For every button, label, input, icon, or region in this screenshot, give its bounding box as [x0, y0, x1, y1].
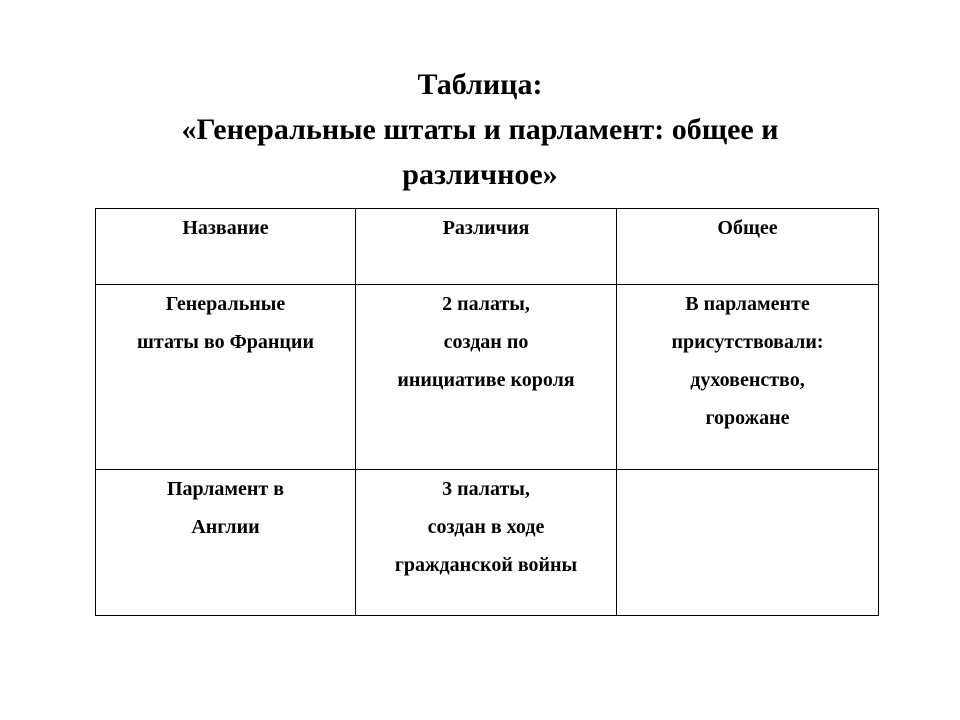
table-header-row	[96, 209, 879, 285]
cell-differences	[356, 470, 617, 616]
cell-text: Англии	[191, 516, 260, 538]
header-name: Название	[96, 209, 356, 285]
cell-text: штаты во Франции	[137, 331, 314, 353]
cell-text: Парламент в	[166, 478, 285, 500]
title-line-1: Таблица:	[417, 68, 543, 101]
header-common: Общее	[617, 209, 879, 285]
cell-text: Генеральные	[165, 293, 286, 315]
cell-text: В парламенте	[685, 293, 810, 315]
title-line-2: «Генеральные штаты и парламент: общее и	[181, 113, 779, 146]
comparison-table	[95, 208, 879, 616]
cell-text: горожане	[705, 407, 790, 429]
cell-text: 3 палаты,	[442, 478, 530, 500]
cell-text: инициативе короля	[397, 369, 575, 391]
cell-common-empty	[617, 470, 879, 616]
cell-text: гражданской войны	[394, 554, 578, 576]
cell-common	[617, 285, 879, 470]
cell-name	[96, 470, 356, 616]
cell-text: 2 палаты,	[442, 293, 530, 315]
cell-name	[96, 285, 356, 470]
table-row	[96, 285, 879, 470]
table-row	[96, 470, 879, 616]
cell-text: духовенство,	[690, 369, 805, 391]
cell-text: создан в ходе	[427, 516, 545, 538]
title-line-3: различное»	[402, 158, 558, 191]
cell-text: создан по	[443, 331, 529, 353]
page-title	[0, 62, 960, 197]
cell-text: присутствовали:	[671, 331, 824, 353]
cell-differences	[356, 285, 617, 470]
header-differences: Различия	[356, 209, 617, 285]
